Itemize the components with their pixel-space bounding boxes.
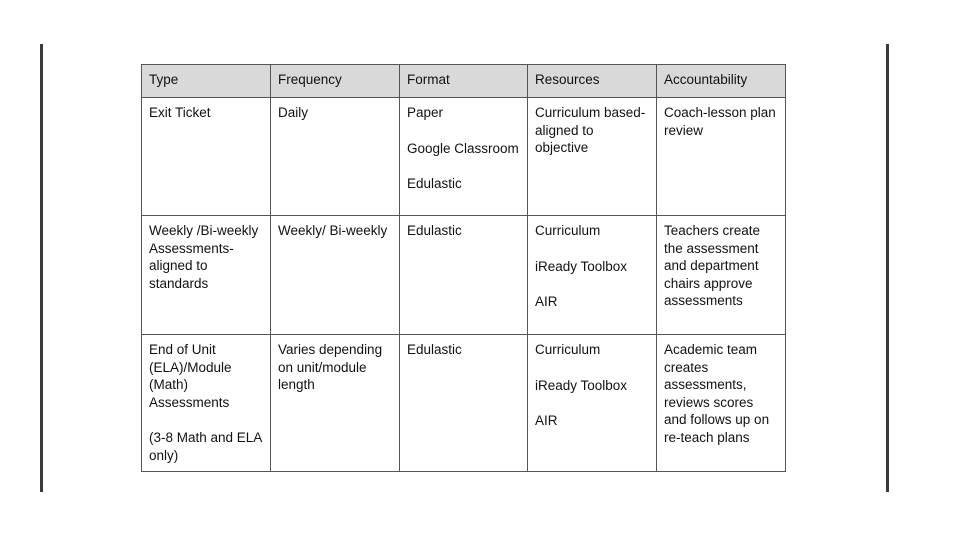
- cell-text: Google Classroom: [407, 140, 519, 156]
- header-format: Format: [400, 65, 528, 98]
- cell-text: AIR: [535, 413, 558, 428]
- cell-text: Coach-lesson plan review: [664, 105, 776, 138]
- cell-accountability: [657, 335, 786, 472]
- cell-type: [142, 98, 271, 216]
- cell-type: [142, 335, 271, 472]
- cell-accountability: [657, 98, 786, 216]
- header-accountability: Accountability: [657, 65, 786, 98]
- cell-frequency: [271, 335, 400, 472]
- cell-text: AIR: [535, 294, 558, 309]
- cell-text: Curriculum: [535, 223, 601, 238]
- cell-text: Curriculum based-aligned to objective: [535, 105, 646, 155]
- table-header-row: [142, 65, 786, 98]
- cell-text: Edulastic: [407, 342, 462, 357]
- header-frequency: Frequency: [271, 65, 400, 98]
- cell-text: iReady Toolbox: [535, 258, 628, 274]
- cell-format: [400, 216, 528, 335]
- cell-format: [400, 335, 528, 472]
- cell-text: Edulastic: [407, 176, 462, 191]
- cell-text: Curriculum: [535, 342, 601, 357]
- assessment-table: [141, 64, 786, 472]
- cell-text: Varies depending on unit/module length: [278, 342, 383, 392]
- cell-text: Edulastic: [407, 223, 462, 238]
- cell-frequency: [271, 216, 400, 335]
- cell-resources: [528, 98, 657, 216]
- cell-text: Paper: [407, 105, 444, 120]
- cell-accountability: [657, 216, 786, 335]
- cell-frequency: [271, 98, 400, 216]
- cell-format: [400, 98, 528, 216]
- cell-text: Teachers create the assessment and department chairs approve assessments: [664, 223, 761, 308]
- cell-resources: [528, 335, 657, 472]
- cell-text: (3-8 Math and ELA only): [149, 430, 262, 463]
- table-row: [142, 216, 786, 335]
- cell-text: Exit Ticket: [149, 105, 211, 120]
- cell-text: Daily: [278, 105, 309, 120]
- cell-text: Academic team creates assessments, reviews scores and follows up on re-teach plans: [664, 342, 770, 445]
- table-row: [142, 335, 786, 472]
- cell-text: Weekly/ Bi-weekly: [278, 223, 388, 238]
- page-edge-right: [886, 44, 889, 492]
- table-row: [142, 98, 786, 216]
- header-resources: Resources: [528, 65, 657, 98]
- cell-text: iReady Toolbox: [535, 377, 628, 393]
- header-type: Type: [142, 65, 271, 98]
- cell-text: End of Unit (ELA)/Module (Math) Assessments: [149, 342, 232, 410]
- page-edge-left: [40, 44, 43, 492]
- cell-text: Weekly /Bi-weekly Assessments- aligned to standards: [149, 223, 259, 291]
- cell-type: [142, 216, 271, 335]
- cell-resources: [528, 216, 657, 335]
